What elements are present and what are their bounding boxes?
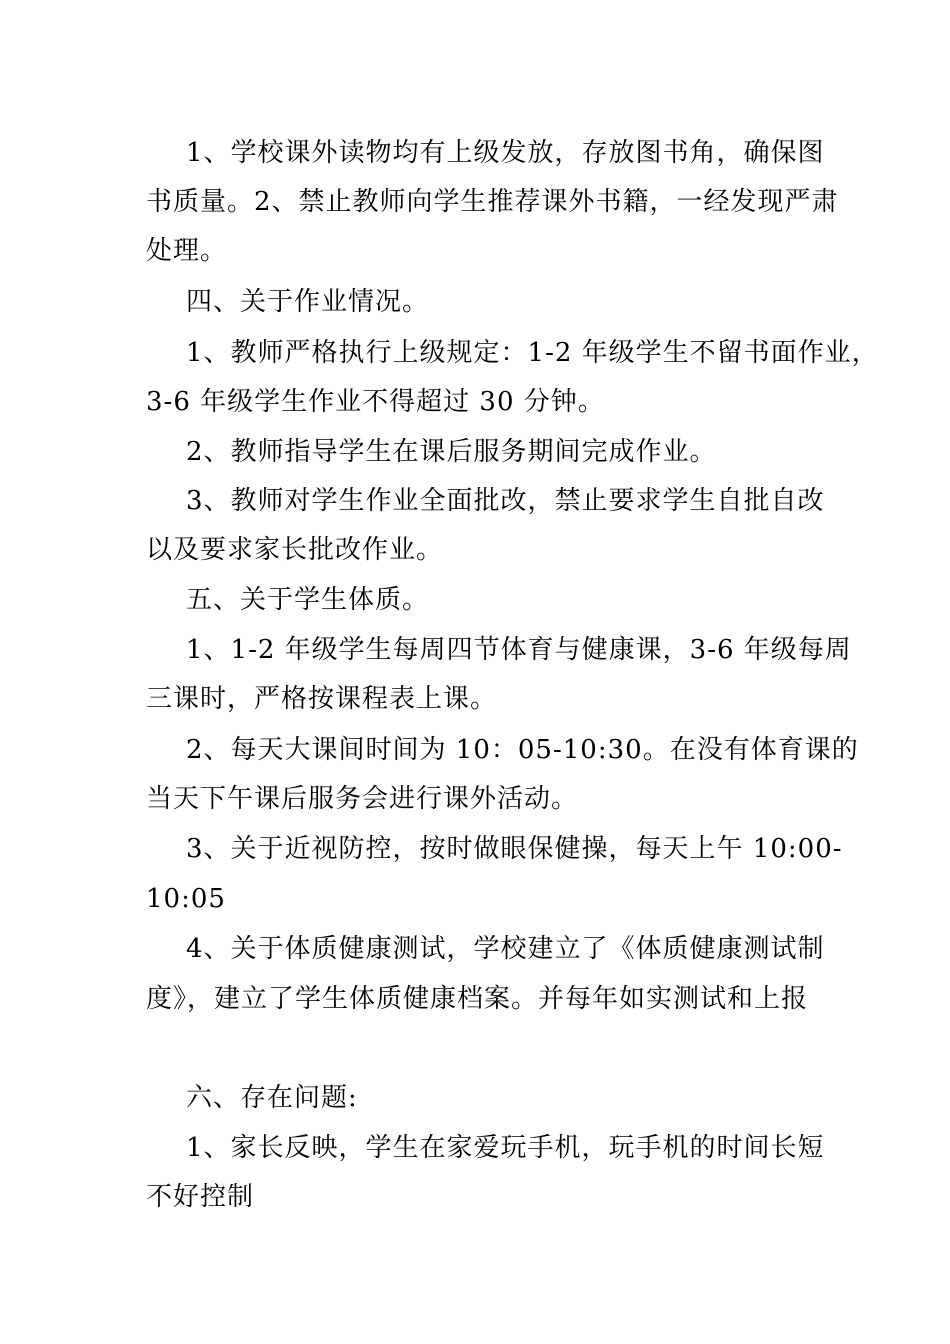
paragraph-line: 1、家长反映，学生在家爱玩手机，玩手机的时间长短 (186, 1133, 825, 1163)
paragraph-line: 3-6 年级学生作业不得超过 30 分钟。 (146, 387, 605, 417)
paragraph-line: 处理。 (146, 236, 228, 266)
section-heading: 六、存在问题: (186, 1083, 358, 1113)
paragraph-line: 3、教师对学生作业全面批改，禁止要求学生自批自改 (186, 486, 825, 516)
paragraph-line: 度》，建立了学生体质健康档案。并每年如实测试和上报 (146, 984, 809, 1014)
section-heading: 五、关于学生体质。 (186, 585, 430, 615)
paragraph-line: 不好控制 (146, 1182, 255, 1212)
paragraph-line: 三课时，严格按课程表上课。 (146, 684, 498, 714)
paragraph-line: 2、教师指导学生在课后服务期间完成作业。 (186, 437, 717, 467)
paragraph-line: 1、教师严格执行上级规定：1-2 年级学生不留书面作业， (186, 338, 879, 368)
section-heading: 四、关于作业情况。 (186, 287, 430, 317)
paragraph-line: 4、关于体质健康测试，学校建立了《体质健康测试制 (186, 934, 825, 964)
paragraph-line: 当天下午课后服务会进行课外活动。 (146, 784, 579, 814)
paragraph-line: 1、学校课外读物均有上级发放，存放图书角，确保图 (186, 138, 825, 168)
paragraph-line: 以及要求家长批改作业。 (146, 535, 444, 565)
paragraph-line: 书质量。2、禁止教师向学生推荐课外书籍，一经发现严肃 (146, 187, 839, 217)
paragraph-line: 10:05 (146, 884, 226, 914)
paragraph-line: 2、每天大课间时间为 10：05-10:30。在没有体育课的 (186, 735, 859, 765)
paragraph-line: 1、1-2 年级学生每周四节体育与健康课，3-6 年级每周 (186, 635, 852, 665)
paragraph-line: 3、关于近视防控，按时做眼保健操，每天上午 10:00- (186, 834, 843, 864)
